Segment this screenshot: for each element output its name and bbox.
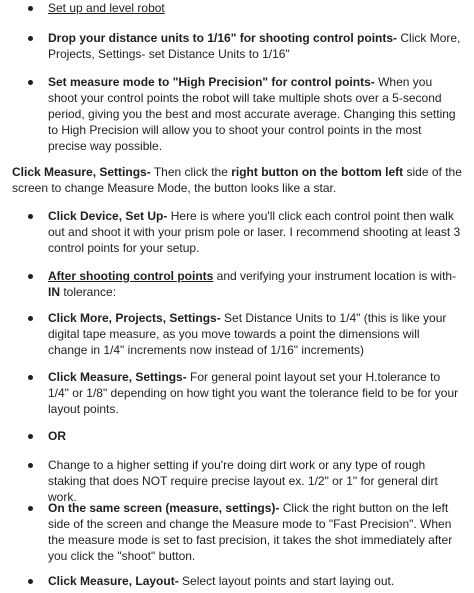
list-item	[0, 208, 474, 256]
list-item	[0, 428, 474, 444]
item-bold-text: Click Device, Set Up-	[48, 209, 168, 223]
item-bold-text: Drop your distance units to 1/16" for shooting control points-	[48, 31, 398, 45]
paragraph-bold-text: Click Measure, Settings-	[12, 165, 151, 179]
bullet-dot-icon	[28, 274, 33, 279]
instruction-paragraph	[0, 164, 474, 196]
bullet-dot-icon	[28, 463, 33, 468]
item-bold-text: Click More, Projects, Settings-	[48, 311, 221, 325]
list-item	[0, 30, 474, 62]
list-item	[0, 573, 474, 589]
item-text: When you shoot your control points the robot will take multiple shots over a 5-second period, giving you the best and most accurate average. Changing this setting to High Precision will allow you to shoot your control points in the most precise way possible.	[48, 75, 456, 153]
item-bold-text: Click Measure, Layout-	[48, 574, 179, 588]
item-text: Here is where you'll click each control point then walk out and shoot it with your prism pole or laser. I recommend shooting at least 3 control points for your setup.	[48, 209, 461, 255]
list-item	[0, 369, 474, 417]
item-text: and verifying your instrument location is with-	[213, 269, 457, 283]
list-item	[0, 500, 474, 564]
bullet-dot-icon	[28, 36, 33, 41]
list-item	[0, 457, 474, 505]
bullet-dot-icon	[28, 214, 33, 219]
item-bold-text: IN	[48, 285, 60, 299]
item-bold-text: On the same screen (measure, settings)-	[48, 501, 280, 515]
paragraph-bold-text: right button on the bottom left	[231, 165, 404, 179]
item-text: Click the right button on the left side of the screen and change the Measure mode to "Fast Precision". When the measure mode is set to fast precision, it takes the shot immediately after you click the "shoot" button.	[48, 501, 453, 563]
bullet-dot-icon	[28, 506, 33, 511]
list-item	[0, 310, 474, 358]
list-item	[0, 0, 474, 16]
bullet-dot-icon	[28, 80, 33, 85]
bullet-dot-icon	[28, 316, 33, 321]
bullet-dot-icon	[28, 579, 33, 584]
item-text: Set Distance Units to 1/4" (this is like your digital tape measure, as you move towards a point the dimensions will change in 1/4" increments now instead of 1/16" increments)	[48, 311, 447, 357]
item-bold-text: OR	[48, 429, 66, 443]
bullet-dot-icon	[28, 434, 33, 439]
item-bold-underlined-text: After shooting control points	[48, 269, 214, 283]
item-text: Change to a higher setting if you're doing dirt work or any type of rough staking that does NOT require precise layout ex. 1/2" or 1" for general dirt work.	[48, 458, 438, 504]
bullet-dot-icon	[28, 375, 33, 380]
item-bold-text: Set measure mode to "High Precision" for control points-	[48, 75, 375, 89]
item-text: For general point layout set your H.tolerance to 1/4" or 1/8" depending on how tight you want the tolerance field to be for your layout points.	[48, 370, 459, 416]
paragraph-text: side of the screen to change Measure Mode, the button looks like a star.	[12, 165, 462, 195]
bullet-dot-icon	[28, 6, 33, 11]
item-underlined-text: Set up and level robot	[48, 1, 165, 15]
item-text: Select layout points and start laying out.	[178, 574, 395, 588]
paragraph-text: Then click the	[150, 165, 232, 179]
list-item	[0, 268, 474, 300]
item-text: Click More, Projects, Settings- set Distance Units to 1/16"	[48, 31, 461, 61]
list-item	[0, 74, 474, 154]
item-bold-text: Click Measure, Settings-	[48, 370, 187, 384]
item-text: tolerance:	[60, 285, 117, 299]
